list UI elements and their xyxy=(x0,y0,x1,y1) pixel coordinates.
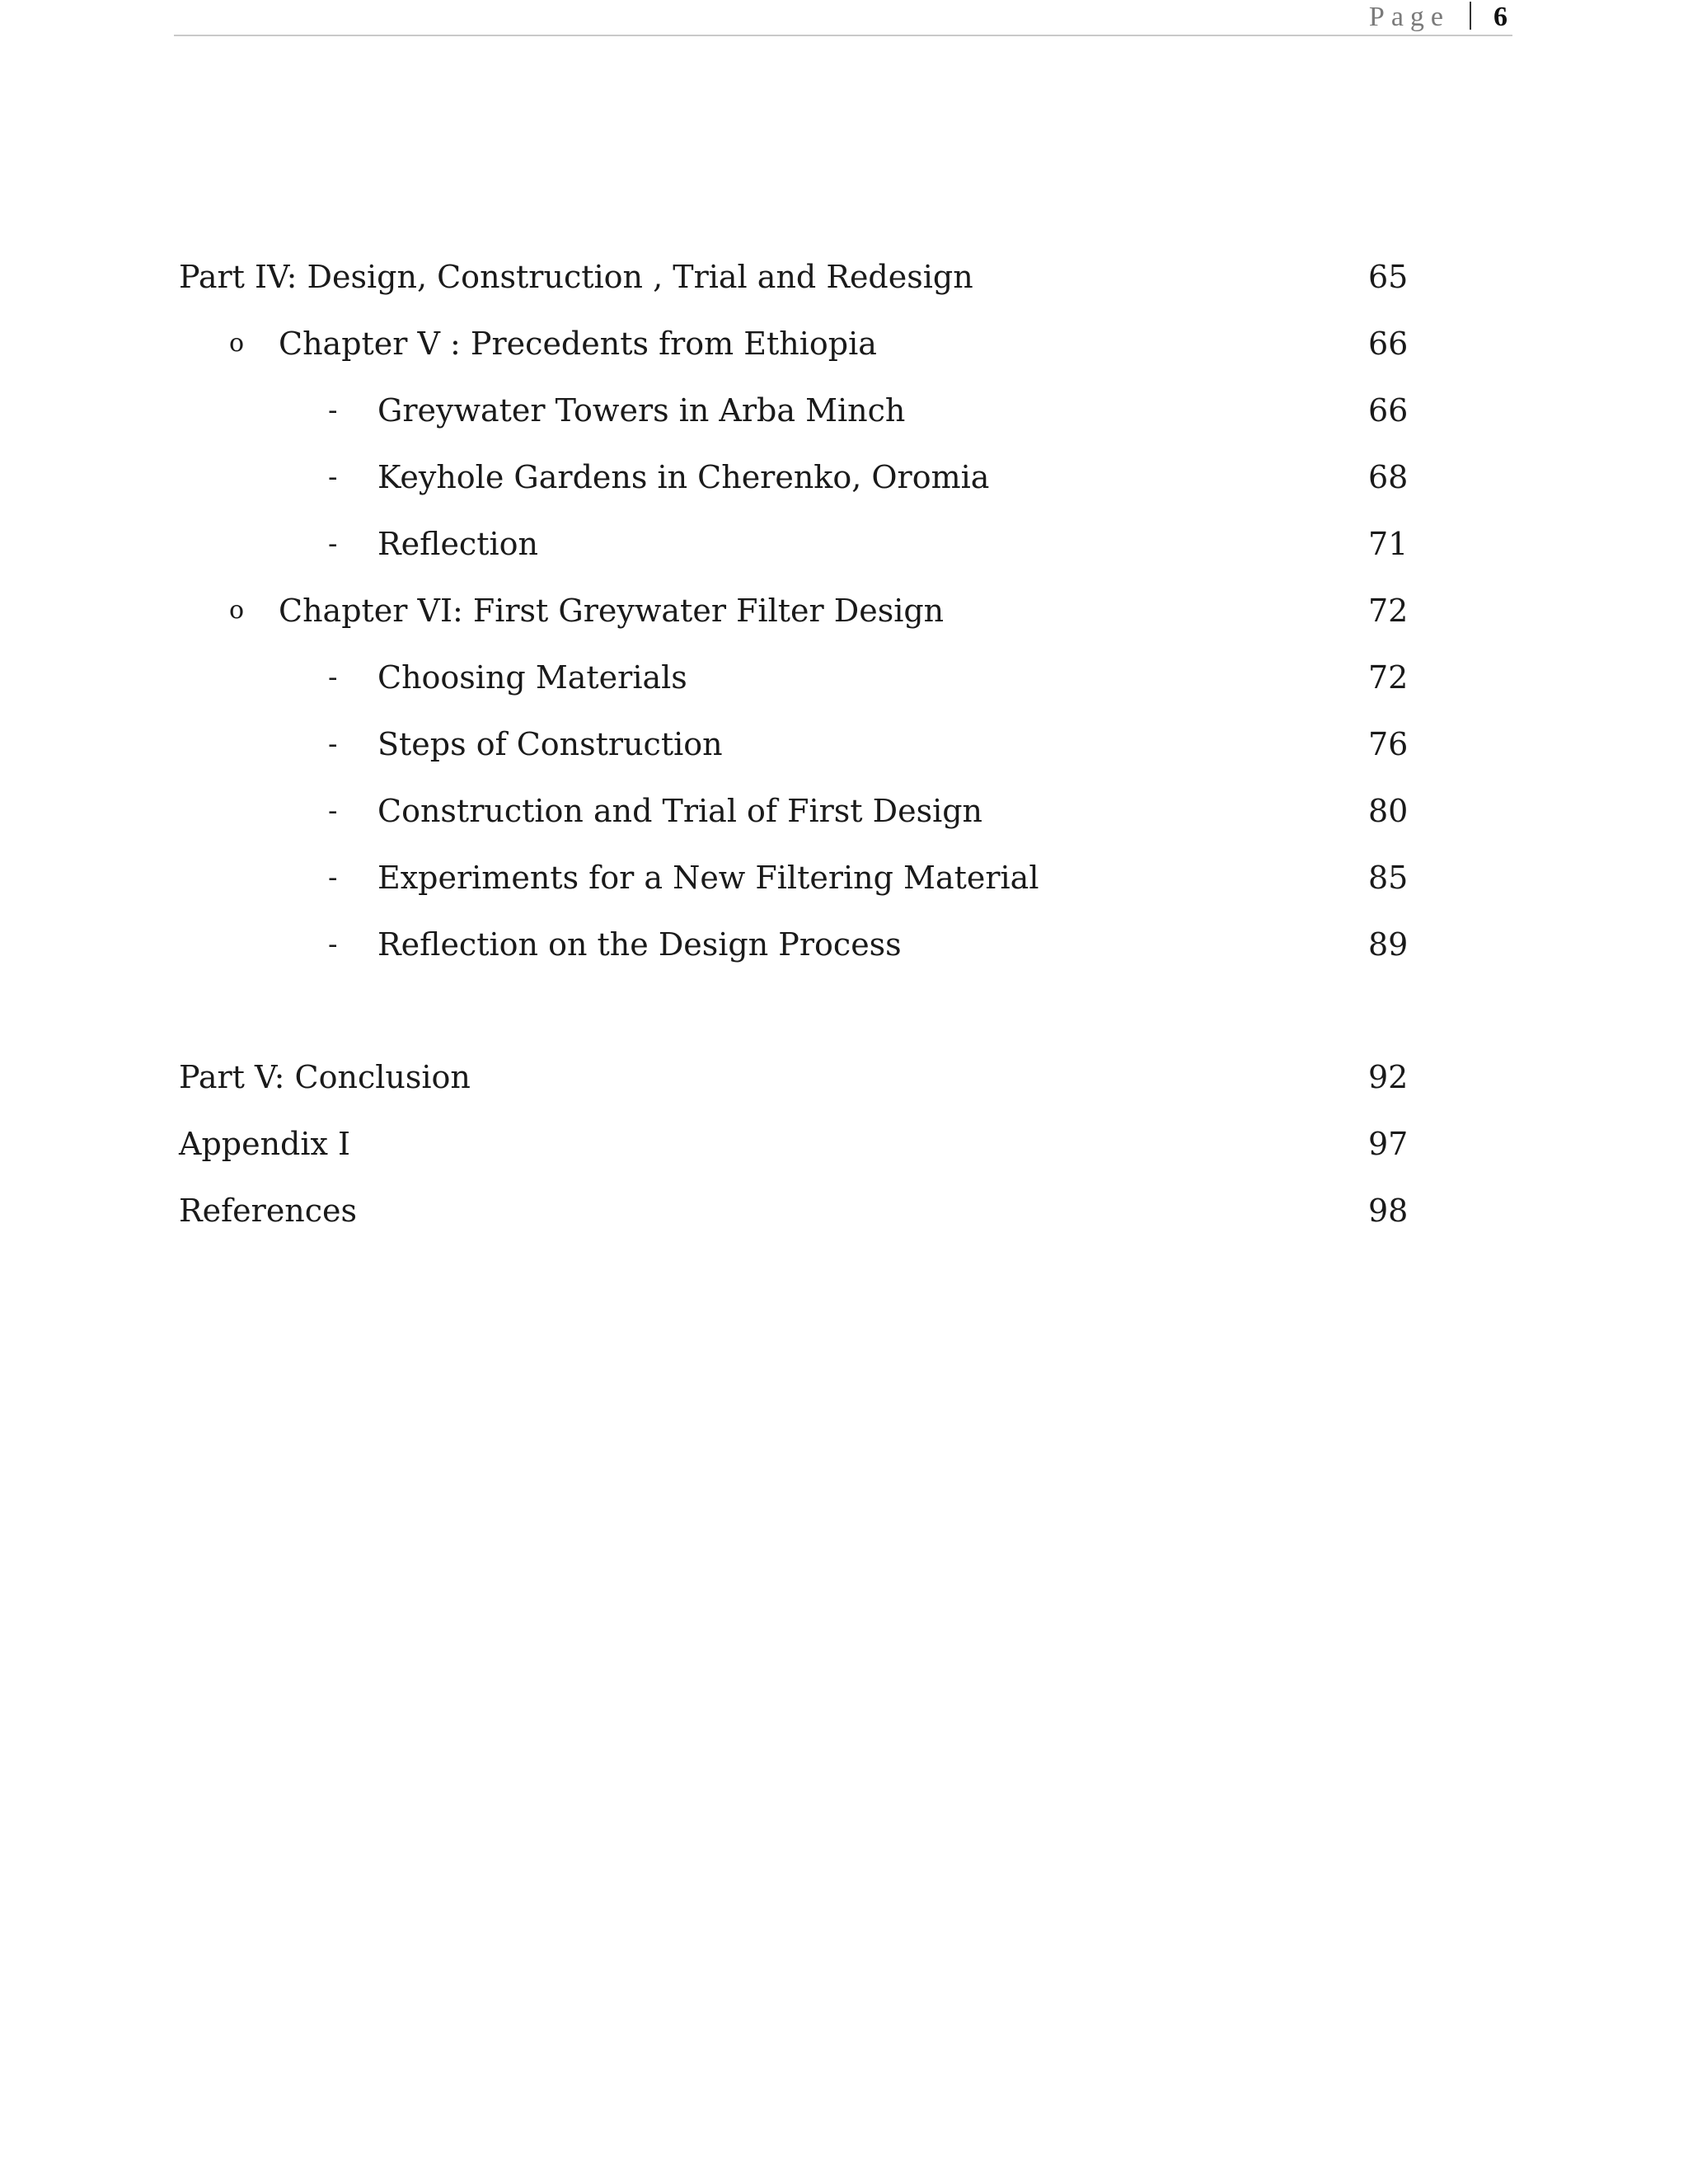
toc-entry-title: Part V: Conclusion xyxy=(179,1059,471,1095)
toc-entry xyxy=(0,519,1688,569)
toc-entry xyxy=(0,786,1688,836)
toc-entry-page: 66 xyxy=(1368,326,1409,362)
toc-entry-title: Choosing Materials xyxy=(377,659,687,696)
toc-entry-title: Greywater Towers in Arba Minch xyxy=(377,392,906,429)
toc-entry xyxy=(0,719,1688,769)
bullet-dash-icon: - xyxy=(328,928,338,961)
bullet-circle-icon: o xyxy=(229,596,245,625)
toc-entry xyxy=(0,586,1688,635)
toc-entry-page: 72 xyxy=(1368,659,1409,696)
toc-entry-page: 72 xyxy=(1368,593,1409,629)
toc-entry xyxy=(0,653,1688,702)
toc-entry-title: Reflection xyxy=(377,526,538,562)
toc-entry-title: Appendix I xyxy=(179,1126,351,1162)
page-label: Page xyxy=(1368,2,1450,32)
bullet-dash-icon: - xyxy=(328,861,338,894)
bullet-dash-icon: - xyxy=(328,794,338,827)
toc-entry-page: 71 xyxy=(1368,526,1409,562)
toc-entry-page: 85 xyxy=(1368,860,1409,896)
toc-entry-page: 97 xyxy=(1368,1126,1409,1162)
toc-entry-page: 65 xyxy=(1368,259,1409,295)
toc-entry-title: References xyxy=(179,1193,358,1229)
toc-entry xyxy=(0,1119,1688,1169)
toc-entry xyxy=(0,452,1688,502)
toc-entry xyxy=(0,1052,1688,1102)
bullet-dash-icon: - xyxy=(328,728,338,761)
toc-entry xyxy=(0,1186,1688,1235)
bullet-dash-icon: - xyxy=(328,661,338,694)
toc-entry xyxy=(0,319,1688,368)
bullet-circle-icon: o xyxy=(229,329,245,358)
toc-entry-title: Experiments for a New Filtering Material xyxy=(377,860,1039,896)
toc-entry xyxy=(0,853,1688,902)
toc-entry-title: Part IV: Design, Construction , Trial and Redesign xyxy=(179,259,973,295)
toc-entry-title: Chapter VI: First Greywater Filter Design xyxy=(279,593,945,629)
toc-entry-page: 80 xyxy=(1368,793,1409,829)
page-header xyxy=(174,0,1512,36)
toc-entry-title: Keyhole Gardens in Cherenko, Oromia xyxy=(377,459,990,495)
toc-entry-title: Construction and Trial of First Design xyxy=(377,793,983,829)
toc-entry-page: 89 xyxy=(1368,926,1409,963)
toc-entry xyxy=(0,386,1688,435)
bullet-dash-icon: - xyxy=(328,394,338,427)
toc-entry-page: 92 xyxy=(1368,1059,1409,1095)
bullet-dash-icon: - xyxy=(328,461,338,494)
toc-entry xyxy=(0,252,1688,302)
toc-entry-page: 98 xyxy=(1368,1193,1409,1229)
toc-entry-title: Steps of Construction xyxy=(377,726,723,762)
header-separator xyxy=(1470,2,1471,30)
page-number: 6 xyxy=(1493,2,1507,32)
bullet-dash-icon: - xyxy=(328,527,338,560)
toc-entry-page: 76 xyxy=(1368,726,1409,762)
toc-entry xyxy=(0,920,1688,969)
toc-entry-title: Reflection on the Design Process xyxy=(377,926,902,963)
toc-entry-page: 66 xyxy=(1368,392,1409,429)
toc-entry-page: 68 xyxy=(1368,459,1409,495)
toc-entry-title: Chapter V : Precedents from Ethiopia xyxy=(279,326,877,362)
